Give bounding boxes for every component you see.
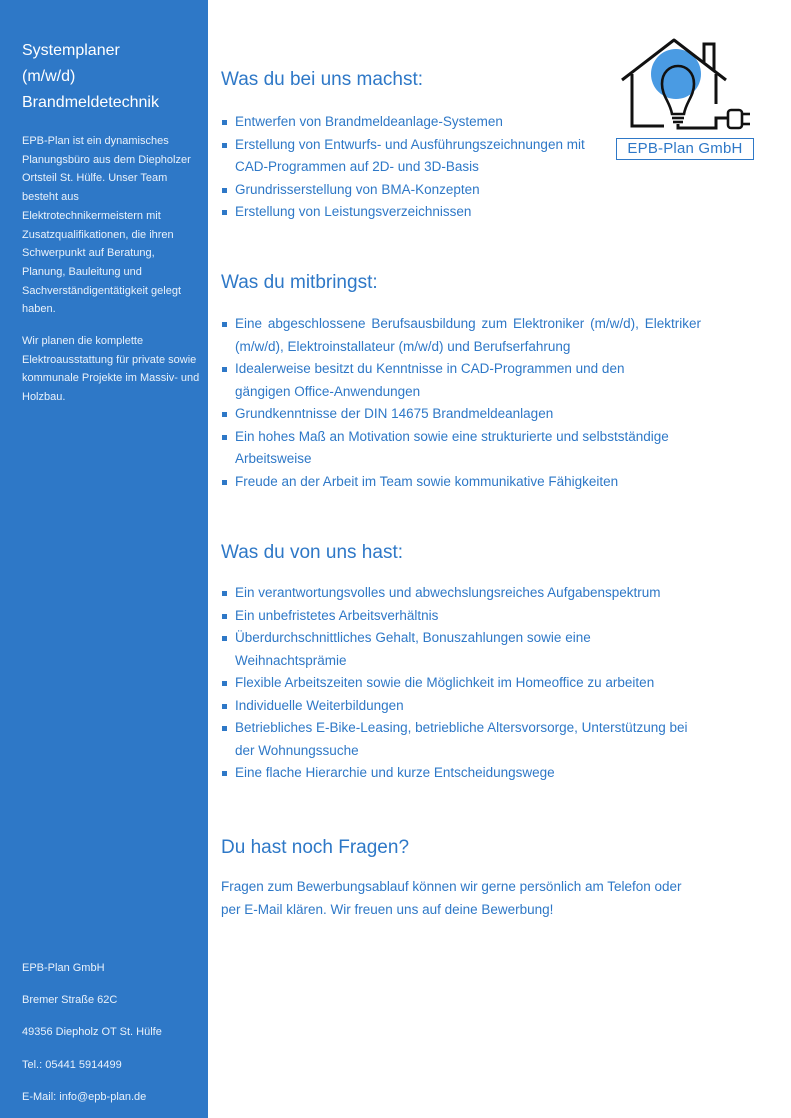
tasks-list	[221, 111, 701, 224]
list-item: Grundrisserstellung von BMA-Konzepten	[221, 179, 701, 202]
list-item: Ein hohes Maß an Motivation sowie eine strukturierte und selbstständige Arbeitsweise	[221, 426, 701, 471]
section-heading-tasks: Was du bei uns machst:	[221, 69, 424, 90]
company-intro: EPB-Plan ist ein dynamisches Planungsbüro aus dem Diepholzer Ortsteil St. Hülfe. Unser Team besteht aus Elektrotechnikermeistern mit Zusatzqualifikationen, die ihren Schwerpunkt auf Beratung, Planung, Bauleitung und Sachverständigentätigkeit gelegt haben.	[22, 135, 191, 316]
contact-block	[22, 960, 202, 1118]
sidebar	[0, 0, 208, 1118]
list-item: Überdurchschnittliches Gehalt, Bonuszahlungen sowie eine Weihnachtsprämie	[221, 627, 631, 672]
list-item: Erstellung von Entwurfs- und Ausführungszeichnungen mit CAD-Programmen auf 2D- und 3D-Basis	[221, 134, 601, 179]
job-title-line: Systemplaner	[22, 42, 120, 59]
logo-text: EPB-Plan GmbH	[616, 138, 754, 160]
list-item: Grundkenntnisse der DIN 14675 Brandmeldeanlagen	[221, 403, 701, 426]
requirements-list	[221, 313, 701, 493]
section-heading-benefits: Was du von uns hast:	[221, 542, 404, 563]
section-heading-questions: Du hast noch Fragen?	[221, 837, 410, 858]
list-item: Ein verantwortungsvolles und abwechslungsreiches Aufgabenspektrum	[221, 582, 701, 605]
contact-phone: Tel.: 05441 5914499	[22, 1058, 122, 1071]
contact-city: 49356 Diepholz OT St. Hülfe	[22, 1026, 162, 1039]
section-heading-requirements: Was du mitbringst:	[221, 272, 378, 293]
job-title	[22, 38, 202, 116]
list-item: Ein unbefristetes Arbeitsverhältnis	[221, 605, 701, 628]
contact-company: EPB-Plan GmbH	[22, 962, 105, 974]
job-title-line: Brandmeldetechnik	[22, 94, 159, 111]
list-item: Entwerfen von Brandmeldeanlage-Systemen	[221, 111, 701, 134]
list-item: Eine flache Hierarchie und kurze Entscheidungswege	[221, 762, 701, 785]
questions-text: Fragen zum Bewerbungsablauf können wir gerne persönlich am Telefon oder per E-Mail klären. Wir freuen uns auf deine Bewerbung!	[221, 879, 682, 917]
list-item: Flexible Arbeitszeiten sowie die Möglichkeit im Homeoffice zu arbeiten	[221, 672, 701, 695]
job-title-line: (m/w/d)	[22, 68, 76, 85]
list-item: Freude an der Arbeit im Team sowie kommunikative Fähigkeiten	[221, 471, 701, 494]
list-item: Individuelle Weiterbildungen	[221, 695, 701, 718]
contact-street: Bremer Straße 62C	[22, 994, 118, 1007]
list-item: Idealerweise besitzt du Kenntnisse in CAD-Programmen und den gängigen Office-Anwendungen	[221, 358, 661, 403]
benefits-list	[221, 582, 701, 785]
list-item: Betriebliches E-Bike-Leasing, betriebliche Altersvorsorge, Unterstützung bei der Wohnungssuche	[221, 717, 701, 762]
company-intro-2: Wir planen die komplette Elektroausstattung für private sowie kommunale Projekte im Massiv- und Holzbau.	[22, 335, 200, 404]
contact-email[interactable]: E-Mail: info@epb-plan.de	[22, 1090, 147, 1103]
list-item: Eine abgeschlossene Berufsausbildung zum Elektroniker (m/w/d), Elektriker (m/w/d), Elektroinstallateur (m/w/d) und Berufserfahrung	[221, 313, 701, 358]
list-item: Erstellung von Leistungsverzeichnissen	[221, 201, 701, 224]
